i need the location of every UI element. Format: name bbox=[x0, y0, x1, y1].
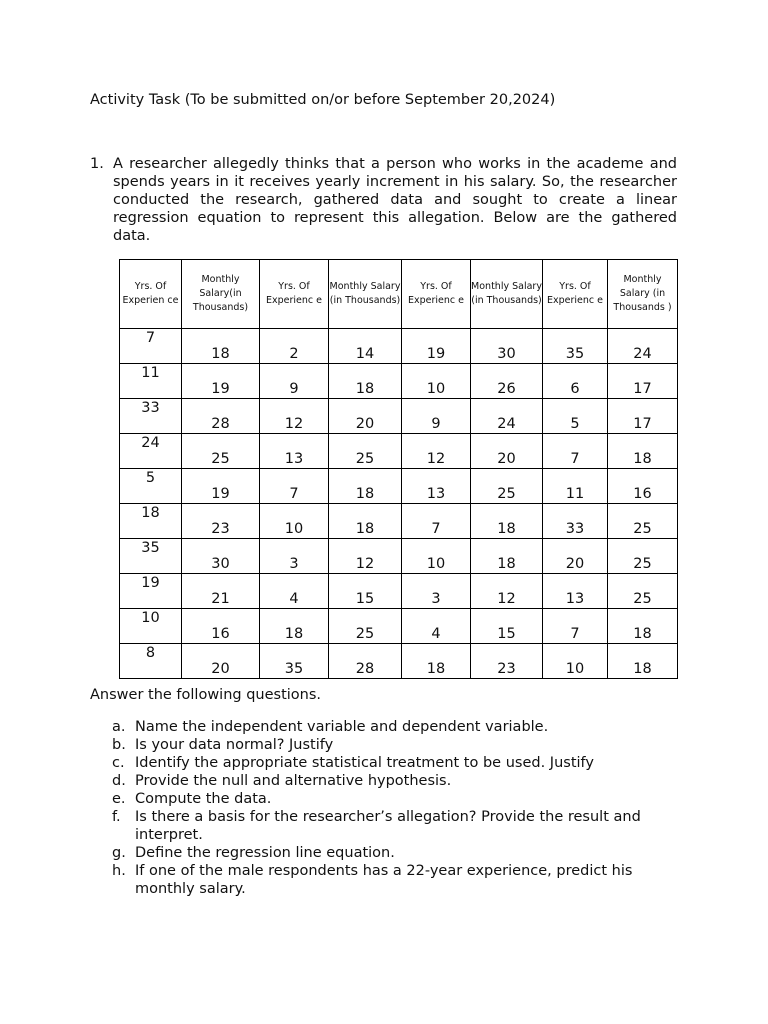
question-number: 1. bbox=[90, 156, 104, 172]
list-item bbox=[90, 736, 680, 754]
header-years-experience: Yrs. Of Experienc e bbox=[260, 260, 329, 329]
cell-years-experience: 12 bbox=[260, 399, 329, 434]
cell-monthly-salary: 24 bbox=[608, 329, 678, 364]
cell-monthly-salary: 15 bbox=[471, 609, 543, 644]
cell-years-experience: 13 bbox=[260, 434, 329, 469]
page-title: Activity Task (To be submitted on/or before September 20,2024) bbox=[90, 92, 556, 108]
cell-years-experience: 7 bbox=[260, 469, 329, 504]
cell-monthly-salary: 18 bbox=[182, 329, 260, 364]
table-row bbox=[120, 364, 678, 399]
cell-years-experience: 35 bbox=[260, 644, 329, 679]
item-letter: h. bbox=[112, 863, 126, 879]
cell-years-experience: 19 bbox=[402, 329, 471, 364]
cell-years-experience: 18 bbox=[402, 644, 471, 679]
cell-years-experience: 3 bbox=[402, 574, 471, 609]
item-text: If one of the male respondents has a 22-year experience, predict his monthly salary. bbox=[135, 863, 633, 897]
cell-monthly-salary: 18 bbox=[329, 504, 402, 539]
item-letter: b. bbox=[112, 737, 126, 753]
cell-years-experience: 3 bbox=[260, 539, 329, 574]
item-text: Is there a basis for the researcher’s allegation? Provide the result and interpret. bbox=[135, 809, 641, 843]
header-monthly-salary: Monthly Salary (in Thousands ) bbox=[608, 260, 678, 329]
list-item bbox=[90, 844, 680, 862]
cell-monthly-salary: 21 bbox=[182, 574, 260, 609]
list-item bbox=[90, 754, 680, 772]
cell-years-experience: 7 bbox=[543, 434, 608, 469]
cell-years-experience: 12 bbox=[402, 434, 471, 469]
cell-monthly-salary: 23 bbox=[182, 504, 260, 539]
cell-years-experience: 19 bbox=[120, 574, 182, 609]
cell-years-experience: 9 bbox=[260, 364, 329, 399]
cell-years-experience: 10 bbox=[402, 364, 471, 399]
cell-years-experience: 10 bbox=[543, 644, 608, 679]
item-text: Identify the appropriate statistical treatment to be used. Justify bbox=[135, 755, 594, 771]
cell-years-experience: 18 bbox=[120, 504, 182, 539]
item-text: Provide the null and alternative hypothesis. bbox=[135, 773, 452, 789]
cell-monthly-salary: 25 bbox=[608, 574, 678, 609]
cell-years-experience: 4 bbox=[260, 574, 329, 609]
table-row bbox=[120, 609, 678, 644]
item-letter: d. bbox=[112, 773, 126, 789]
cell-monthly-salary: 24 bbox=[471, 399, 543, 434]
cell-monthly-salary: 17 bbox=[608, 399, 678, 434]
cell-years-experience: 13 bbox=[402, 469, 471, 504]
item-letter: e. bbox=[112, 791, 126, 807]
answer-instructions: Answer the following questions. bbox=[90, 687, 322, 703]
question-text: A researcher allegedly thinks that a person who works in the academe and spends years in it receives yearly increment in his salary. So, the researcher conducted the research, gathered data and sought to create a linear regression equation to represent this allegation. Below are the gathered data. bbox=[113, 156, 677, 244]
list-item bbox=[90, 862, 680, 898]
table-row bbox=[120, 574, 678, 609]
list-item bbox=[90, 808, 680, 844]
cell-monthly-salary: 25 bbox=[471, 469, 543, 504]
cell-monthly-salary: 23 bbox=[471, 644, 543, 679]
cell-years-experience: 35 bbox=[120, 539, 182, 574]
cell-monthly-salary: 30 bbox=[182, 539, 260, 574]
cell-monthly-salary: 14 bbox=[329, 329, 402, 364]
table-row bbox=[120, 539, 678, 574]
cell-years-experience: 4 bbox=[402, 609, 471, 644]
header-years-experience: Yrs. Of Experien ce bbox=[120, 260, 182, 329]
cell-years-experience: 10 bbox=[402, 539, 471, 574]
list-item bbox=[90, 772, 680, 790]
cell-years-experience: 10 bbox=[120, 609, 182, 644]
cell-monthly-salary: 18 bbox=[608, 434, 678, 469]
item-letter: g. bbox=[112, 845, 126, 861]
cell-years-experience: 6 bbox=[543, 364, 608, 399]
cell-monthly-salary: 25 bbox=[329, 434, 402, 469]
cell-monthly-salary: 18 bbox=[329, 364, 402, 399]
cell-monthly-salary: 15 bbox=[329, 574, 402, 609]
cell-monthly-salary: 20 bbox=[182, 644, 260, 679]
table-row bbox=[120, 399, 678, 434]
cell-monthly-salary: 18 bbox=[471, 539, 543, 574]
cell-monthly-salary: 25 bbox=[608, 504, 678, 539]
item-text: Is your data normal? Justify bbox=[135, 737, 334, 753]
table-header-row bbox=[120, 260, 678, 329]
item-text: Name the independent variable and dependent variable. bbox=[135, 719, 549, 735]
header-years-experience: Yrs. Of Experienc e bbox=[402, 260, 471, 329]
header-monthly-salary: Monthly Salary(in Thousands) bbox=[182, 260, 260, 329]
cell-monthly-salary: 17 bbox=[608, 364, 678, 399]
cell-years-experience: 24 bbox=[120, 434, 182, 469]
header-monthly-salary: Monthly Salary (in Thousands) bbox=[471, 260, 543, 329]
cell-monthly-salary: 12 bbox=[471, 574, 543, 609]
cell-years-experience: 33 bbox=[120, 399, 182, 434]
item-letter: f. bbox=[112, 809, 121, 825]
cell-monthly-salary: 28 bbox=[182, 399, 260, 434]
table-row bbox=[120, 434, 678, 469]
cell-years-experience: 11 bbox=[120, 364, 182, 399]
cell-monthly-salary: 19 bbox=[182, 364, 260, 399]
table-row bbox=[120, 329, 678, 364]
cell-years-experience: 7 bbox=[120, 329, 182, 364]
cell-monthly-salary: 12 bbox=[329, 539, 402, 574]
cell-monthly-salary: 19 bbox=[182, 469, 260, 504]
cell-years-experience: 7 bbox=[402, 504, 471, 539]
list-item bbox=[90, 718, 680, 736]
cell-monthly-salary: 25 bbox=[182, 434, 260, 469]
cell-years-experience: 18 bbox=[260, 609, 329, 644]
cell-years-experience: 33 bbox=[543, 504, 608, 539]
table-row bbox=[120, 504, 678, 539]
data-table bbox=[119, 259, 678, 679]
cell-monthly-salary: 18 bbox=[608, 644, 678, 679]
item-letter: c. bbox=[112, 755, 125, 771]
cell-monthly-salary: 18 bbox=[329, 469, 402, 504]
cell-years-experience: 5 bbox=[543, 399, 608, 434]
header-years-experience: Yrs. Of Experienc e bbox=[543, 260, 608, 329]
cell-monthly-salary: 28 bbox=[329, 644, 402, 679]
cell-years-experience: 11 bbox=[543, 469, 608, 504]
table-body bbox=[120, 329, 678, 679]
header-monthly-salary: Monthly Salary (in Thousands) bbox=[329, 260, 402, 329]
cell-monthly-salary: 16 bbox=[182, 609, 260, 644]
cell-monthly-salary: 20 bbox=[471, 434, 543, 469]
table-row bbox=[120, 644, 678, 679]
cell-years-experience: 13 bbox=[543, 574, 608, 609]
item-letter: a. bbox=[112, 719, 126, 735]
cell-monthly-salary: 25 bbox=[329, 609, 402, 644]
question-list bbox=[90, 718, 680, 898]
cell-years-experience: 10 bbox=[260, 504, 329, 539]
cell-years-experience: 8 bbox=[120, 644, 182, 679]
list-item bbox=[90, 790, 680, 808]
cell-monthly-salary: 26 bbox=[471, 364, 543, 399]
item-text: Compute the data. bbox=[135, 791, 272, 807]
cell-years-experience: 20 bbox=[543, 539, 608, 574]
cell-monthly-salary: 25 bbox=[608, 539, 678, 574]
item-text: Define the regression line equation. bbox=[135, 845, 395, 861]
cell-monthly-salary: 30 bbox=[471, 329, 543, 364]
cell-monthly-salary: 20 bbox=[329, 399, 402, 434]
cell-years-experience: 9 bbox=[402, 399, 471, 434]
question-1 bbox=[90, 155, 677, 245]
table-row bbox=[120, 469, 678, 504]
cell-years-experience: 5 bbox=[120, 469, 182, 504]
cell-monthly-salary: 16 bbox=[608, 469, 678, 504]
cell-monthly-salary: 18 bbox=[471, 504, 543, 539]
cell-monthly-salary: 18 bbox=[608, 609, 678, 644]
cell-years-experience: 35 bbox=[543, 329, 608, 364]
cell-years-experience: 2 bbox=[260, 329, 329, 364]
cell-years-experience: 7 bbox=[543, 609, 608, 644]
